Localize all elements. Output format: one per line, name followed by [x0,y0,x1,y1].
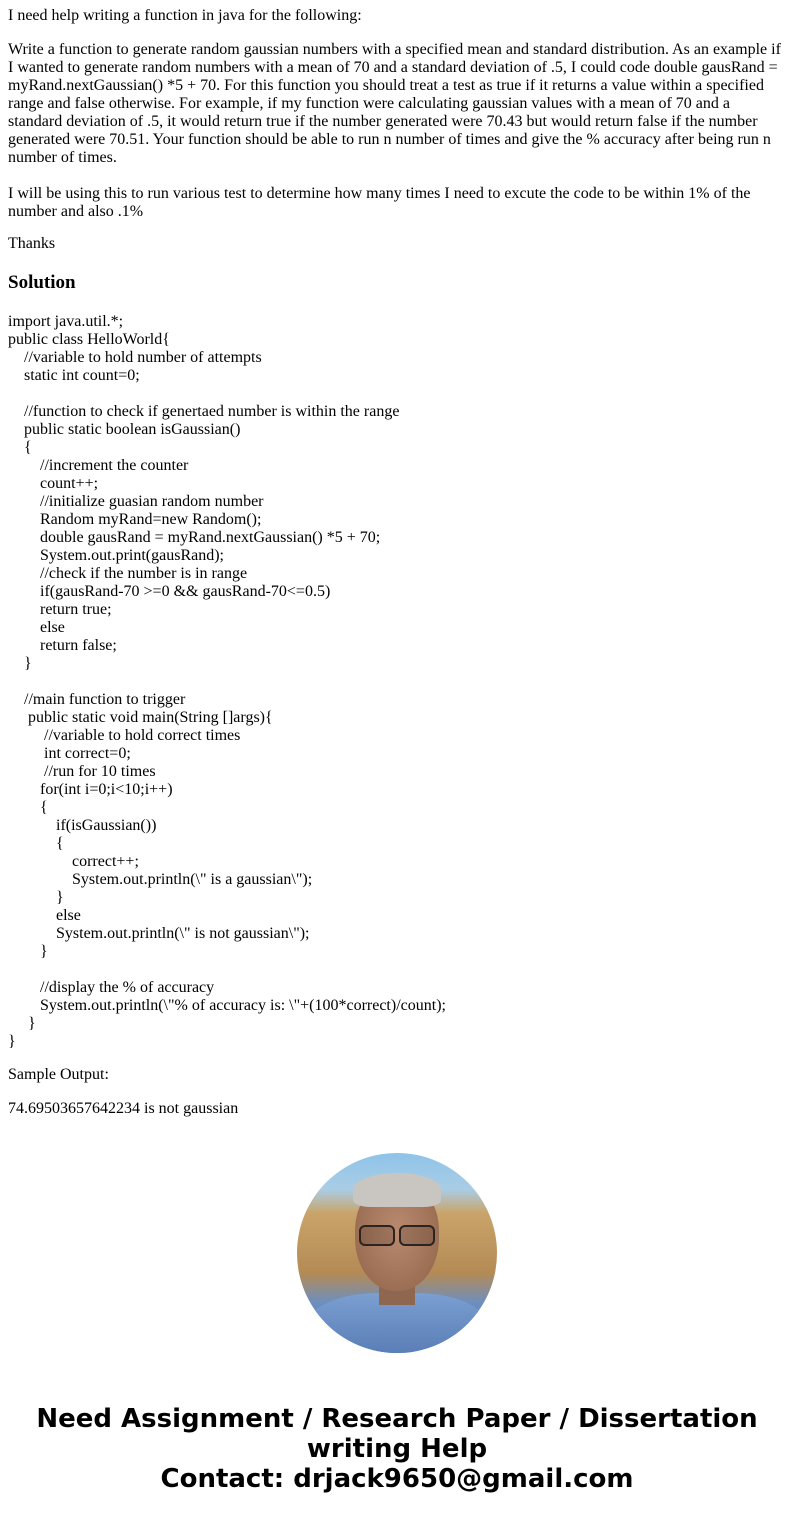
code-line: for(int i=0;i<10;i++) [8,781,173,798]
code-line: else [8,619,65,636]
footer-banner [0,1404,794,1494]
code-line: int correct=0; [8,745,131,762]
footer-line-1: Need Assignment / Research Paper / Dissertation [36,1404,758,1434]
code-line: //run for 10 times [8,763,156,780]
code-line: System.out.println(\" is not gaussian\"); [8,925,310,942]
code-line: static int count=0; [8,367,140,384]
code-line: System.out.print(gausRand); [8,547,224,564]
code-line: { [8,799,48,816]
question-usage: I will be using this to run various test to determine how many times I need to excute the code to be within 1% of the number and also .1% [8,185,751,220]
code-line: //check if the number is in range [8,565,248,582]
code-line: System.out.println(\" is a gaussian\"); [8,871,313,888]
code-line: //main function to trigger [8,691,186,708]
code-line: public static boolean isGaussian() [8,421,241,438]
code-line: return true; [8,601,112,618]
code-line [8,961,446,979]
question-thanks: Thanks [8,235,56,252]
glasses-icon [359,1225,435,1243]
code-line: //variable to hold correct times [8,727,241,744]
solution-heading: Solution [8,272,76,293]
code-line: double gausRand = myRand.nextGaussian() *5 + 70; [8,529,381,546]
code-line: } [8,889,64,906]
code-line: //initialize guasian random number [8,493,264,510]
sample-output: 74.69503657642234 is not gaussian [8,1100,239,1117]
code-line: } [8,1033,16,1050]
sample-output-label: Sample Output: [8,1066,109,1083]
code-line [8,673,446,691]
code-line: public static void main(String []args){ [8,709,273,726]
code-line: //variable to hold number of attempts [8,349,262,366]
code-line: return false; [8,637,117,654]
question-body: Write a function to generate random gaussian numbers with a specified mean and standard distribution. As an example if I wanted to generate random numbers with a mean of 70 and a standard deviation of .5, I could code double gausRand = myRand.nextGaussian() *5 + 70. For this function you should treat a test as true if it returns a value within a specified range and false otherwise. For example, if my function were calculating gaussian values with a mean of 70 and a standard deviation of .5, it would return true if the number generated were 70.43 but would return false if the number generated were 70.51. Your function should be able to run n number of times and give the % accuracy after being run n number of times. [8,41,781,166]
code-line: { [8,835,64,852]
question-intro: I need help writing a function in java for the following: [8,7,362,24]
code-line: System.out.println(\"% of accuracy is: \"+(100*correct)/count); [8,997,446,1014]
footer-line-2: writing Help [306,1434,488,1464]
code-line: //function to check if genertaed number is within the range [8,403,400,420]
code-line: count++; [8,475,99,492]
code-line: //increment the counter [8,457,189,474]
code-line: { [8,439,32,456]
solution-code [8,313,446,1051]
code-line: if(isGaussian()) [8,817,157,834]
code-line: if(gausRand-70 >=0 && gausRand-70<=0.5) [8,583,331,600]
code-line: correct++; [8,853,139,870]
code-line: } [8,943,48,960]
code-line: } [8,1015,36,1032]
footer-contact: Contact: drjack9650@gmail.com [160,1464,634,1494]
code-line: import java.util.*; [8,313,124,330]
code-line: //display the % of accuracy [8,979,215,996]
code-line: Random myRand=new Random(); [8,511,262,528]
code-line: else [8,907,81,924]
code-line [8,385,446,403]
author-photo [297,1153,497,1353]
code-line: } [8,655,32,672]
code-line: public class HelloWorld{ [8,331,170,348]
photo-hair [353,1173,441,1207]
